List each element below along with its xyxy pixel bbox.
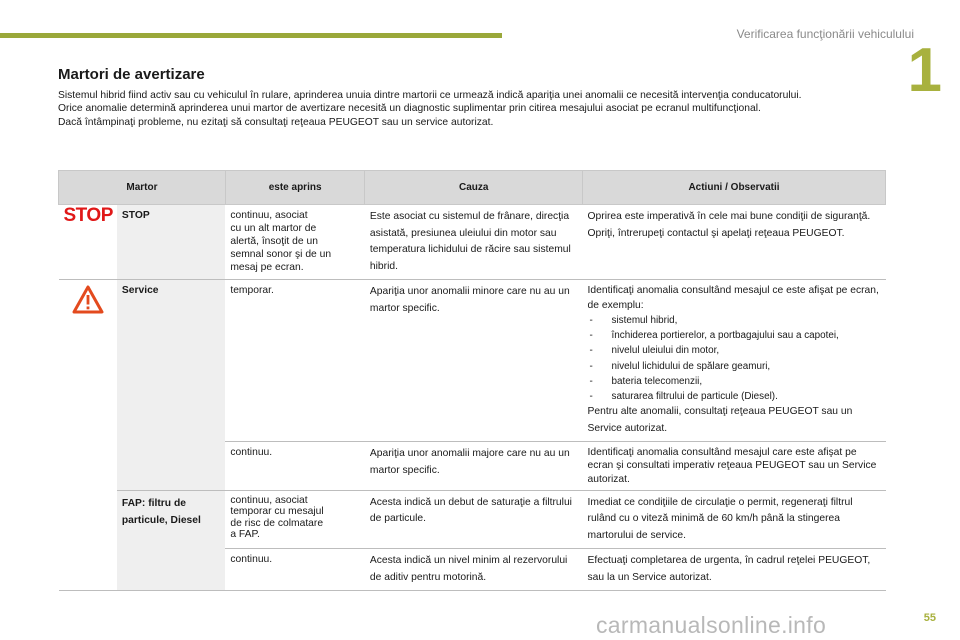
fap-lit-line: a FAP.: [230, 529, 260, 541]
fap-name-line: particule, Diesel: [121, 514, 201, 526]
table-row-stop: [59, 205, 886, 280]
fap-cause-additive: Acesta indică un nivel minim al rezervorului de aditiv pentru motorină.: [365, 549, 583, 591]
section-title: Martori de avertizare: [58, 66, 205, 83]
header-accent-bar: [0, 33, 502, 38]
intro-text: [58, 89, 898, 129]
header-actions: Actiuni / Observatii: [583, 171, 886, 205]
fap-lit-line: temporar cu mesajul: [230, 506, 324, 518]
list-item: - sistemul hibrid,: [588, 313, 882, 328]
warning-lights-table: [58, 170, 886, 591]
stop-icon: STOP: [63, 205, 113, 226]
watermark: carmanualsonline.info: [596, 612, 827, 638]
service-name: Service: [117, 280, 225, 491]
service-action-major: Identificaţi anomalia consultând mesajul care este afişat pe ecran şi consultati imperativ reţeaua PEUGEOT sau un Service autorizat.: [583, 442, 886, 491]
table-row-service-temporary: [59, 280, 886, 442]
fap-cause: Acesta indică un debut de saturaţie a filtrului de particule.: [365, 490, 583, 549]
fap-lit-continuous: continuu.: [225, 549, 365, 591]
table-row-fap: [59, 490, 886, 549]
header-title: Verificarea funcţionării vehiculului: [736, 27, 914, 41]
stop-lit-line: alertă, însoţit de un: [230, 236, 318, 247]
service-icon-cell: [59, 280, 117, 591]
stop-lit-line: continuu, asociat: [230, 210, 308, 221]
chapter-number: 1: [907, 36, 942, 105]
stop-lit-line: mesaj pe ecran.: [230, 262, 304, 273]
fap-name-line: FAP: filtru de: [121, 497, 186, 509]
stop-lit: [225, 205, 365, 280]
fap-lit-line: de risc de colmatare: [230, 517, 324, 529]
intro-paragraph: Orice anomalie determină aprinderea unui martor de avertizare necesită un diagnostic suplimentar prin citirea mesajului asociat pe ecranul multifuncţional.: [58, 103, 761, 115]
header-cause: Cauza: [365, 171, 583, 205]
stop-action-line: Opriţi, întrerupeţi contactul şi apelaţi reţeaua PEUGEOT.: [587, 227, 845, 239]
anomaly-list: [588, 313, 882, 404]
fap-action: Imediat ce condiţiile de circulaţie o permit, regeneraţi filtrul rulând cu o viteză minimă de 60 km/h până la stingerea martorului de service.: [583, 490, 886, 549]
service-action-outro: Pentru alte anomalii, consultaţi reţeaua PEUGEOT sau un Service autorizat.: [587, 406, 853, 434]
service-cause-minor: Apariţia unor anomalii minore care nu au un martor specific.: [365, 280, 583, 442]
list-item: - nivelul lichidului de spălare geamuri,: [588, 359, 882, 374]
service-cause-major: Apariţia unor anomalii majore care nu au un martor specific.: [365, 442, 583, 491]
stop-name: STOP: [117, 205, 225, 280]
stop-cause: Este asociat cu sistemul de frânare, direcţia asistată, presiunea uleiului din motor sau temperatura lichidului de răcire sau sistemul hibrid.: [365, 205, 583, 280]
fap-lit-line: continuu, asociat: [230, 494, 308, 506]
list-item: - saturarea filtrului de particule (Diesel).: [588, 389, 882, 404]
stop-lit-line: cu un alt martor de: [230, 223, 317, 234]
intro-paragraph: Dacă întâmpinaţi probleme, nu ezitaţi să consultaţi reţeaua PEUGEOT sau un service autorizat.: [58, 116, 494, 128]
stop-icon-cell: [59, 205, 117, 280]
service-lit-temp: temporar.: [225, 280, 365, 442]
service-lit-continuous: continuu.: [225, 442, 365, 491]
page-number: 55: [923, 612, 936, 624]
fap-action-additive: Efectuaţi completarea de urgenta, în cadrul reţelei PEUGEOT, sau la un Service autorizat.: [583, 549, 886, 591]
header-lit: este aprins: [225, 171, 365, 205]
list-item: - nivelul uleiului din motor,: [588, 343, 882, 358]
stop-action-line: Oprirea este imperativă în cele mai bune condiţii de siguranţă.: [587, 211, 871, 222]
stop-lit-line: semnal sonor şi de un: [230, 249, 332, 260]
list-item: - închiderea portierelor, a portbagajului sau a capotei,: [588, 328, 882, 343]
stop-action: [583, 205, 886, 280]
header-martor: Martor: [59, 171, 226, 205]
warning-triangle-icon: [71, 284, 105, 316]
list-item: - bateria telecomenzii,: [588, 374, 882, 389]
intro-paragraph: Sistemul hibrid fiind activ sau cu vehiculul în rulare, aprinderea unuia dintre martorii ce urmează indică apariţia unei anomalii ce necesită intervenţia conducatorului.: [58, 90, 802, 101]
fap-name: [117, 490, 225, 591]
service-action-intro: Identificaţi anomalia consultând mesajul ce este afişat pe ecran, de exemplu:: [587, 285, 879, 311]
table-header-row: [59, 171, 886, 205]
fap-lit: [225, 490, 365, 549]
service-action-minor: [583, 280, 886, 442]
